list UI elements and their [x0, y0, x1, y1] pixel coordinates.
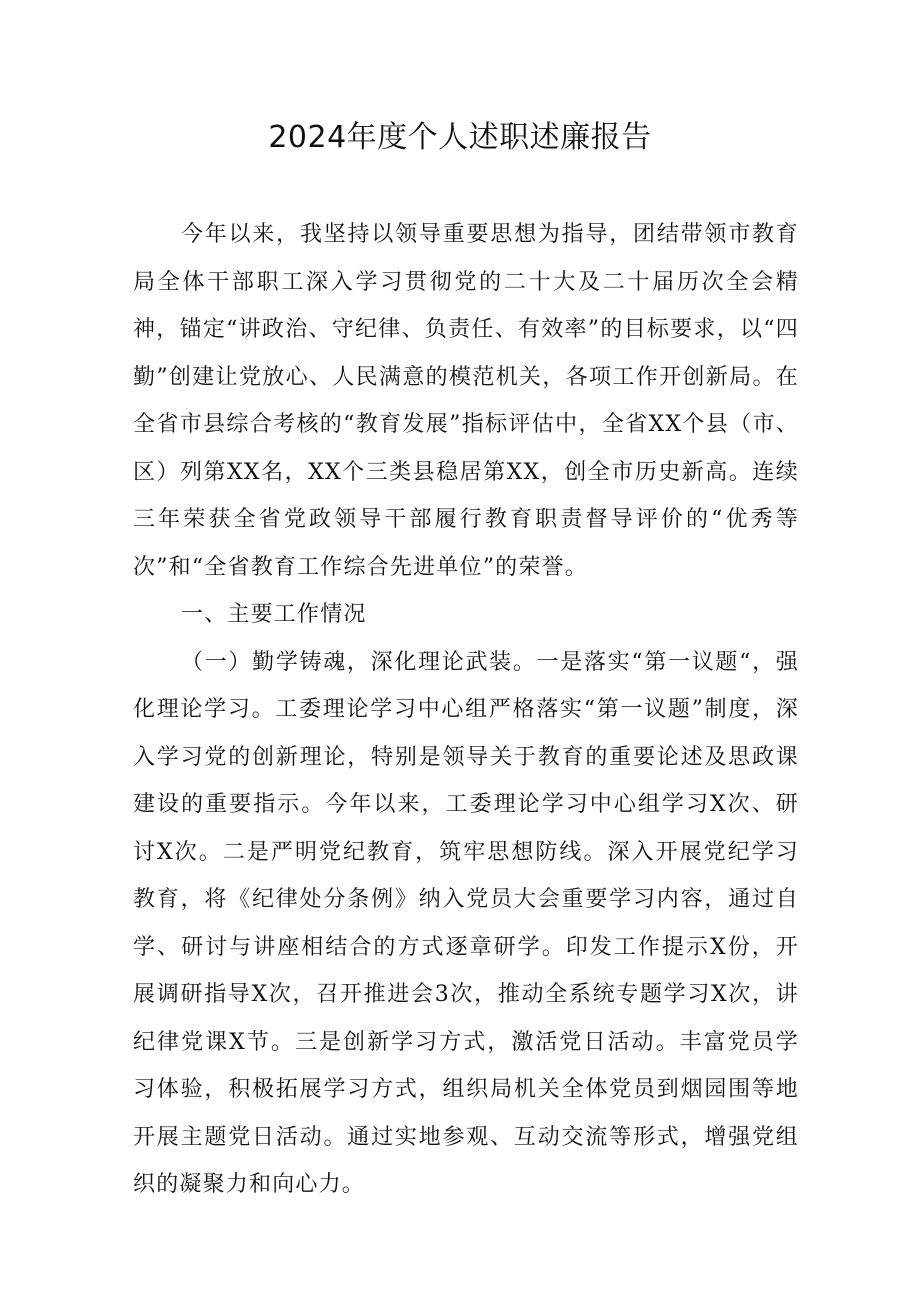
section-heading: 一、主要工作情况: [181, 602, 367, 627]
section-paragraph: （一）勤学铸魂，深化理论武装。一是落实“第一议题“，强化理论学习。工委理论学习中心组严格落实“第一议题”制度，深入学习党的创新理论，特别是领导关于教育的重要论述及思政课建设的重要指示。今年以来，工委理论学习中心组学习X次、研讨X次。二是严明党纪教育，筑牢思想防线。深入开展党纪学习教育，将《纪律处分条例》纳入党员大会重要学习内容，通过自学、研讨与讲座相结合的方式逐章研学。印发工作提示X份，开展调研指导X次，召开推进会3次，推动全系统专题学习X次，讲纪律党课X节。三是创新学习方式，激活党日活动。丰富党员学习体验，积极拓展学习方式，组织局机关全体党员到烟园围等地开展主题党日活动。通过实地参观、互动交流等形式，增强党组织的凝聚力和向心力。: [133, 649, 799, 1197]
intro-paragraph: 今年以来，我坚持以领导重要思想为指导，团结带领市教育局全体干部职工深入学习贯彻党的二十大及二十届历次全会精神，锚定“讲政治、守纪律、负责任、有效率”的目标要求，以“四勤”创建让党放心、人民满意的模范机关，各项工作开创新局。在全省市县综合考核的“教育发展”指标评估中，全省XX个县（市、区）列第XX名，XX个三类县稳居第XX，创全市历史新高。连续三年荣获全省党政领导干部履行教育职责督导评价的“优秀等次”和“全省教育工作综合先进单位”的荣誉。: [133, 222, 799, 580]
document-title: 2024年度个人述职述廉报告: [268, 120, 652, 155]
document-body: [133, 211, 799, 1209]
